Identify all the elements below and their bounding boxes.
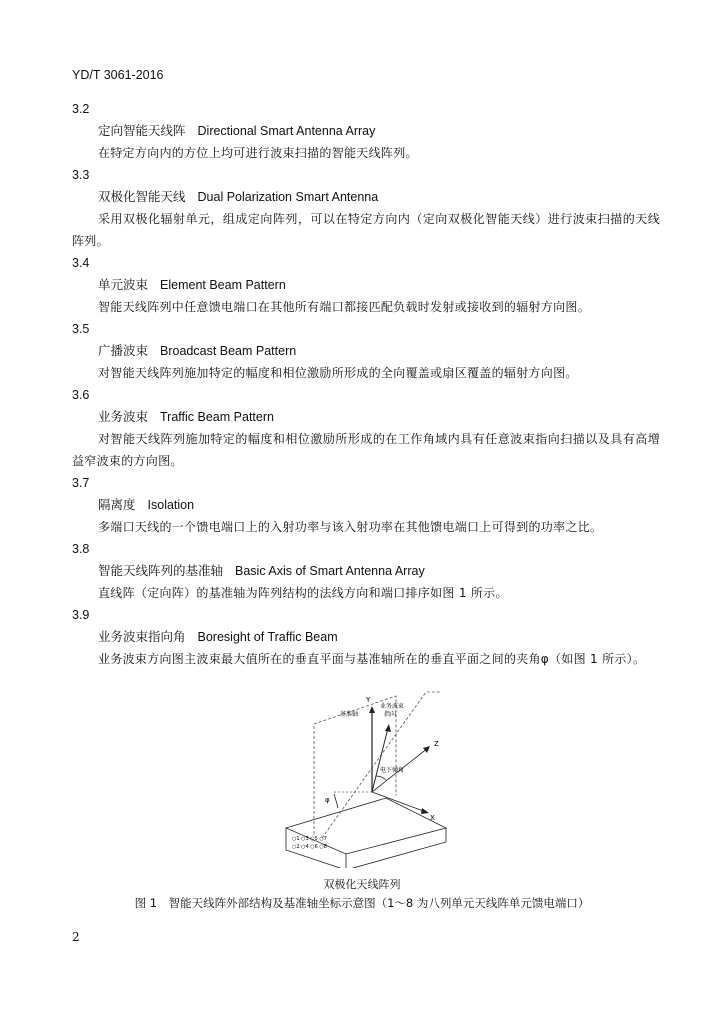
phi-label: φ [325,796,330,804]
section-number: 3.2 [72,102,90,116]
antenna-diagram [276,688,466,868]
section-number: 3.3 [72,168,90,182]
term-title [72,274,660,296]
term-zh: 业务波束 [98,409,149,424]
term-zh: 隔离度 [98,497,136,512]
section-number: 3.7 [72,476,90,490]
beam-direction-line [372,728,388,792]
section-3-9 [72,604,660,670]
section-3-3 [72,164,660,252]
section-number: 3.6 [72,388,90,402]
term-en: Isolation [147,498,195,512]
document-header: YD/T 3061-2016 [72,68,164,82]
term-title [72,406,660,428]
term-definition: 直线阵（定向阵）的基准轴为阵列结构的法线方向和端口排序如图 1 所示。 [98,586,508,600]
tilt-arc [376,776,386,780]
term-en: Boresight of Traffic Beam [197,630,338,644]
ports-row-2: ○2 ○4 ○6 ○8 [292,844,327,850]
section-number: 3.5 [72,322,90,336]
term-title [72,120,660,142]
term-zh: 智能天线阵列的基准轴 [98,563,224,578]
phi-arc [334,794,338,808]
term-zh: 广播波束 [98,343,149,358]
box-side-face [346,828,446,868]
section-3-6 [72,384,660,472]
term-title [72,626,660,648]
term-en: Basic Axis of Smart Antenna Array [235,564,425,578]
term-title [72,186,660,208]
z-axis-label: Z [434,740,439,748]
term-en: Traffic Beam Pattern [160,410,274,424]
term-zh: 单元波束 [98,277,149,292]
ports-row-1: ○1 ○3 ○5 ○7 [292,836,327,842]
terms-list [72,98,660,670]
term-title [72,494,660,516]
section-number: 3.4 [72,256,90,270]
term-zh: 业务波束指向角 [98,629,186,644]
y-axis-line [372,792,426,812]
term-zh: 定向智能天线阵 [98,123,186,138]
term-en: Directional Smart Antenna Array [197,124,376,138]
page-number: 2 [72,930,80,944]
term-zh: 双极化智能天线 [98,189,186,204]
section-3-8 [72,538,660,604]
figure-subcaption: 双极化天线阵列 [323,878,401,891]
tilt-angle-label: 电下倾角 [380,767,405,774]
figure-caption: 图 1 智能天线阵外部结构及基准轴坐标示意图（1～8 为八列单元天线阵单元馈电端口） [134,896,590,910]
section-3-5 [72,318,660,384]
traffic-beam-label-2: 指向 [384,711,397,718]
section-3-4 [72,252,660,318]
term-definition: 对智能天线阵列施加特定的幅度和相位激励所形成的全向覆盖或扇区覆盖的辐射方向图。 [98,366,578,380]
section-3-2 [72,98,660,164]
term-en: Dual Polarization Smart Antenna [197,190,379,204]
arrow-heads [369,706,430,814]
antenna-figure [276,688,466,868]
traffic-beam-label-1: 业务波束 [380,703,405,710]
section-number: 3.8 [72,542,90,556]
basic-axis-label: 基准轴 [340,711,359,718]
x-axis-label: X [430,814,435,822]
term-definition: 业务波束方向图主波束最大值所在的垂直平面与基准轴所在的垂直平面之间的夹角φ（如图 1 所示）。 [98,652,646,666]
term-title [72,560,660,582]
term-definition: 智能天线阵列中任意馈电端口在其他所有端口都接匹配负载时发射或接收到的辐射方向图。 [98,300,591,314]
term-en: Element Beam Pattern [160,278,286,292]
section-number: 3.9 [72,608,90,622]
term-definition: 对智能天线阵列施加特定的幅度和相位激励所形成的在工作角域内具有任意波束指向扫描以及具有高增益窄波束的方向图。 [72,432,660,468]
term-definition: 采用双极化辐射单元，组成定向阵列，可以在特定方向内（定向双极化智能天线）进行波束扫描的天线阵列。 [72,212,660,248]
term-en: Broadcast Beam Pattern [160,344,297,358]
section-3-7 [72,472,660,538]
y-axis-label: Y [366,696,371,704]
term-definition: 在特定方向内的方位上均可进行波束扫描的智能天线阵列。 [98,146,418,160]
term-definition: 多端口天线的一个馈电端口上的入射功率与该入射功率在其他馈电端口上可得到的功率之比。 [98,520,603,534]
term-title [72,340,660,362]
